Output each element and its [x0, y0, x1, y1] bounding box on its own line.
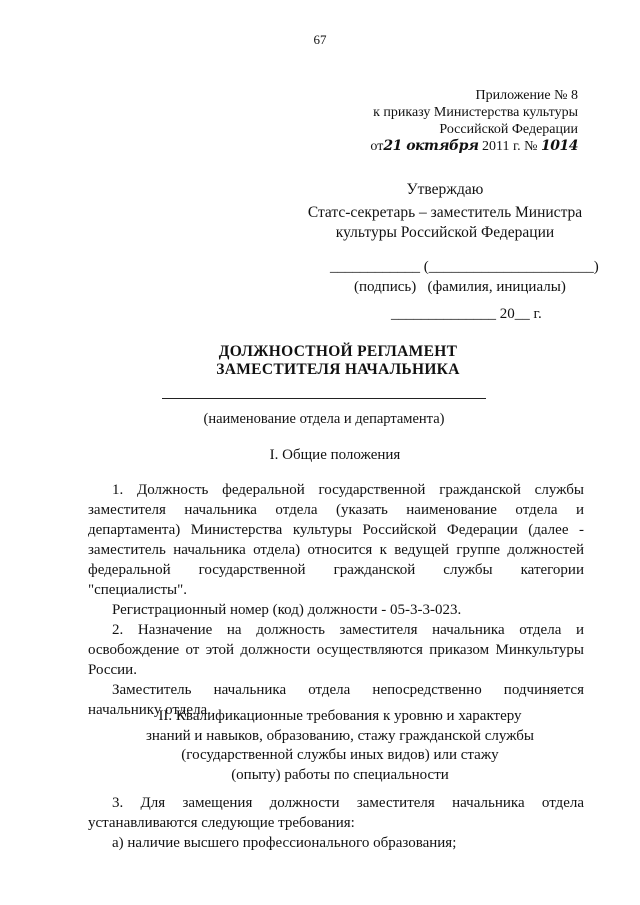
document-title: [0, 343, 640, 379]
p3-line-1: Заместитель начальника отдела непосредственно подчиняется: [112, 682, 584, 698]
handwritten-number: 1014: [541, 138, 578, 154]
req-line-3: а) наличие высшего профессионального образования;: [112, 835, 457, 851]
general-provisions-text: [88, 480, 584, 720]
signature-line: ____________ (______________________): [330, 259, 599, 275]
handwritten-date: 21 октября: [383, 138, 479, 154]
page-number: 67: [313, 32, 327, 47]
section-2-line-4: (опыту) работы по специальности: [231, 766, 449, 783]
approver-position-1: Статс-секретарь – заместитель Министра: [307, 204, 583, 221]
annex-line-1: Приложение № 8: [475, 88, 578, 103]
section-1-heading-text: I. Общие положения: [269, 447, 401, 463]
title-line-1: ДОЛЖНОСТНОЙ РЕГЛАМЕНТ: [218, 343, 458, 360]
p1-line-3: департамента) Министерства культуры Российской Федерации (далее -: [88, 522, 584, 538]
registration-number: Регистрационный номер (код) должности - 05-3-3-023.: [112, 602, 462, 618]
approver-position-2: культуры Российской Федерации: [335, 224, 555, 241]
req-line-2: устанавливаются следующие требования:: [88, 815, 355, 831]
section-2-line-1: II. Квалификационные требования к уровню и характеру: [158, 708, 522, 724]
section-2-line-2: знаний и навыков, образованию, стажу гражданской службы: [145, 727, 535, 744]
p1-line-6: "специалисты".: [88, 582, 187, 598]
approval-block: [300, 180, 590, 243]
annex-block: [370, 87, 578, 155]
signature-block: [330, 257, 599, 297]
annex-date-prefix: от: [370, 139, 384, 154]
req-line-1: 3. Для замещения должности заместителя начальника отдела: [112, 795, 584, 811]
section-2-line-3: (государственной службы иных видов) или стажу: [181, 747, 499, 763]
approve-label: Утверждаю: [406, 181, 484, 198]
department-caption: (наименование отдела и департамента): [203, 411, 445, 427]
requirements-text: [88, 793, 584, 853]
p1-line-5: федеральной государственной гражданской службы категории: [88, 562, 584, 578]
annex-line-2: к приказу Министерства культуры: [373, 105, 578, 120]
p1-line-2: заместителя начальника отдела (указать наименование отдела и: [88, 502, 584, 518]
p2-line-3: России.: [88, 662, 137, 678]
p3-line-2: начальнику отдела.: [88, 702, 211, 718]
section-2-heading: [90, 707, 590, 785]
annex-line-3: Российской Федерации: [439, 122, 578, 137]
annex-year-text: 2011 г. №: [478, 139, 542, 154]
approval-date-line: ______________ 20__ г.: [391, 306, 542, 322]
p2-line-1: 2. Назначение на должность заместителя начальника отдела и: [112, 622, 584, 638]
department-underline: [162, 398, 486, 399]
signature-captions: (подпись) (фамилия, инициалы): [354, 279, 566, 295]
title-line-2: ЗАМЕСТИТЕЛЯ НАЧАЛЬНИКА: [216, 361, 460, 378]
p1-line-1: 1. Должность федеральной государственной гражданской службы: [112, 482, 584, 498]
p2-line-2: освобождение от этой должности осуществляются приказом Минкультуры: [88, 642, 584, 658]
annex-date-line: [370, 138, 578, 155]
p1-line-4: заместитель начальника отдела) относится к ведущей группе должностей: [88, 542, 584, 558]
section-1-heading: [0, 447, 640, 464]
